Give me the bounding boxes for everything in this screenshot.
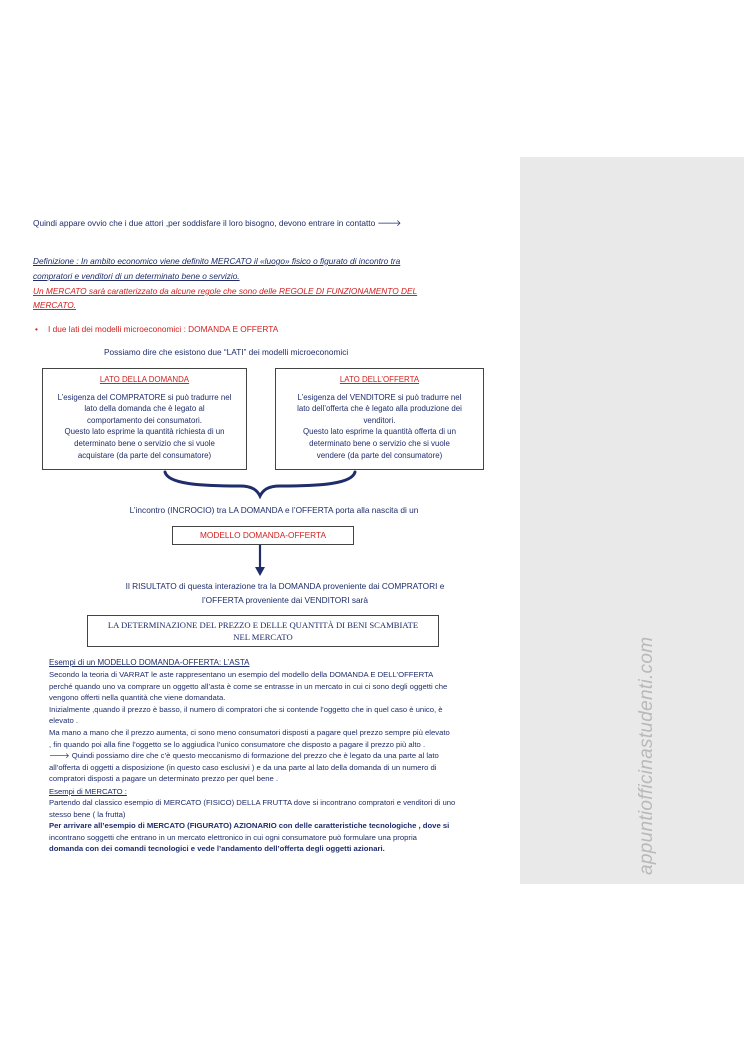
lato-offerta-box	[275, 368, 484, 470]
incontro-text: L’incontro (INCROCIO) tra LA DOMANDA e l’OFFERTA porta alla nascita di un	[129, 505, 419, 515]
asta-line: compratori disposti a pagare un determinato prezzo per quel bene .	[49, 774, 279, 784]
asta-line: 🡒 Quindi possiamo dire che c’è questo meccanismo di formazione del prezzo che è legato da una parte al lato	[49, 751, 439, 761]
mercato-line: Per arrivare all’esempio di MERCATO (FIGURATO) AZIONARIO con delle caratteristiche tecnologiche , dove si	[49, 821, 450, 831]
lato-offerta-line: venditori.	[363, 415, 396, 425]
definition-line-2: compratori e venditori di un determinato bene o servizio.	[33, 271, 240, 281]
risultato-line-2: l’OFFERTA proveniente dai VENDITORI sarà	[202, 595, 368, 605]
lato-domanda-line: L’esigenza del COMPRATORE si può tradurre nel	[57, 392, 232, 402]
bullet-marker: •	[35, 324, 38, 334]
lato-offerta-body	[276, 392, 483, 462]
asta-line: vengono offerti nella quantità che viene domandata.	[49, 693, 226, 703]
esempi-mercato-body	[49, 797, 455, 855]
determinazione-box	[87, 615, 439, 647]
lato-offerta-title: LATO DELL’OFFERTA	[339, 375, 420, 384]
lato-offerta-line: L’esigenza del VENDITORE si può tradurre nel	[297, 392, 462, 402]
lato-offerta-line: determinato bene o servizio che si vuole	[309, 438, 450, 448]
bullet-heading: I due lati dei modelli microeconomici : DOMANDA E OFFERTA	[48, 324, 279, 334]
definition-line-4: MERCATO.	[33, 300, 77, 310]
asta-line: elevato .	[49, 716, 79, 726]
lato-domanda-box	[42, 368, 247, 470]
lato-offerta-line: Questo lato esprime la quantità offerta di un	[303, 427, 456, 437]
lato-offerta-line: lato dell’offerta che è legato alla produzione dei	[297, 404, 462, 414]
asta-line: all’offerta di oggetti a disposizione (in questo caso esclusivi ) e da una parte al lato della domanda di un numero di	[49, 762, 437, 772]
definition-line-1: Definizione : In ambito economico viene definito MERCATO il «luogo» fisico o figurato di incontro tra	[33, 256, 401, 266]
determinazione-line-2: NEL MERCATO	[233, 632, 293, 642]
asta-line: Inizialmente ,quando il prezzo è basso, il numero di compratori che si contende l’oggetto che in quel caso è unico, è	[49, 704, 443, 714]
definition-line-3: Un MERCATO sarà caratterizzato da alcune regole che sono delle REGOLE DI FUNZIONAMENTO DEL	[33, 286, 418, 296]
risultato-line-1: Il RISULTATO di questa interazione tra la DOMANDA proveniente dai COMPRATORI e	[125, 581, 445, 591]
lato-domanda-title: LATO DELLA DOMANDA	[99, 375, 190, 384]
lato-domanda-line: Questo lato esprime la quantità richiesta di un	[64, 427, 225, 437]
esempi-asta-body	[49, 669, 450, 785]
determinazione-line-1: LA DETERMINAZIONE DEL PREZZO E DELLE QUANTITÀ DI BENI SCAMBIATE	[107, 620, 419, 630]
arrow-down-icon	[252, 545, 268, 577]
mercato-line: stesso bene ( la frutta)	[49, 809, 126, 819]
esempi-mercato-heading: Esempi di MERCATO :	[49, 787, 127, 796]
lato-offerta-line: vendere (da parte del consumatore)	[316, 450, 443, 460]
mercato-line: incontrano soggetti che entrano in un mercato elettronico in cui ogni consumatore può formulare una propria	[49, 832, 417, 842]
intro-text: Quindi appare ovvio che i due attori ,per soddisfare il loro bisogno, devono entrare in contatto	[33, 218, 376, 228]
lato-domanda-line: comportamento dei consumatori.	[87, 415, 202, 425]
intro-line	[33, 218, 401, 230]
asta-line: perché quando uno va comprare un oggetto all’asta è come se entrasse in un mercato in cui ci sono degli oggetti che	[49, 681, 448, 691]
esempi-asta-heading: Esempi di un MODELLO DOMANDA-OFFERTA: L’ASTA	[49, 658, 250, 667]
lato-domanda-line: determinato bene o servizio che si vuole	[74, 438, 215, 448]
asta-line: , fin quando poi alla fine l’oggetto se lo aggiudica l’unico consumatore che disposto a pagare il prezzo più alto .	[49, 739, 426, 749]
mercato-line: domanda con dei comandi tecnologici e vede l’andamento dell’offerta degli oggetti azionari.	[49, 844, 385, 854]
modello-label: MODELLO DOMANDA-OFFERTA	[199, 530, 326, 540]
curly-brace-icon	[160, 468, 360, 500]
modello-box	[172, 526, 354, 545]
lato-domanda-line: lato della domanda che è legato al	[84, 404, 205, 414]
lato-domanda-line: acquistare (da parte del consumatore)	[77, 450, 212, 460]
asta-line: Ma mano a mano che il prezzo aumenta, ci sono meno consumatori disposti a pagare quel prezzo sempre più elevato	[49, 727, 450, 737]
watermark: appuntiofficinastudenti.com	[636, 636, 657, 875]
arrow-right-icon: 🡒	[377, 219, 402, 229]
lato-domanda-body	[43, 392, 246, 462]
lati-intro: Possiamo dire che esistono due “LATI” dei modelli microeconomici	[104, 347, 349, 357]
mercato-line: Partendo dal classico esempio di MERCATO (FISICO) DELLA FRUTTA dove si incontrano compratori e venditori di uno	[49, 798, 456, 807]
margin-panel	[520, 157, 744, 884]
asta-line: Secondo la teoria di VARRAT le aste rappresentano un esempio del modello della DOMANDA E DELL’OFFERTA	[49, 670, 434, 679]
